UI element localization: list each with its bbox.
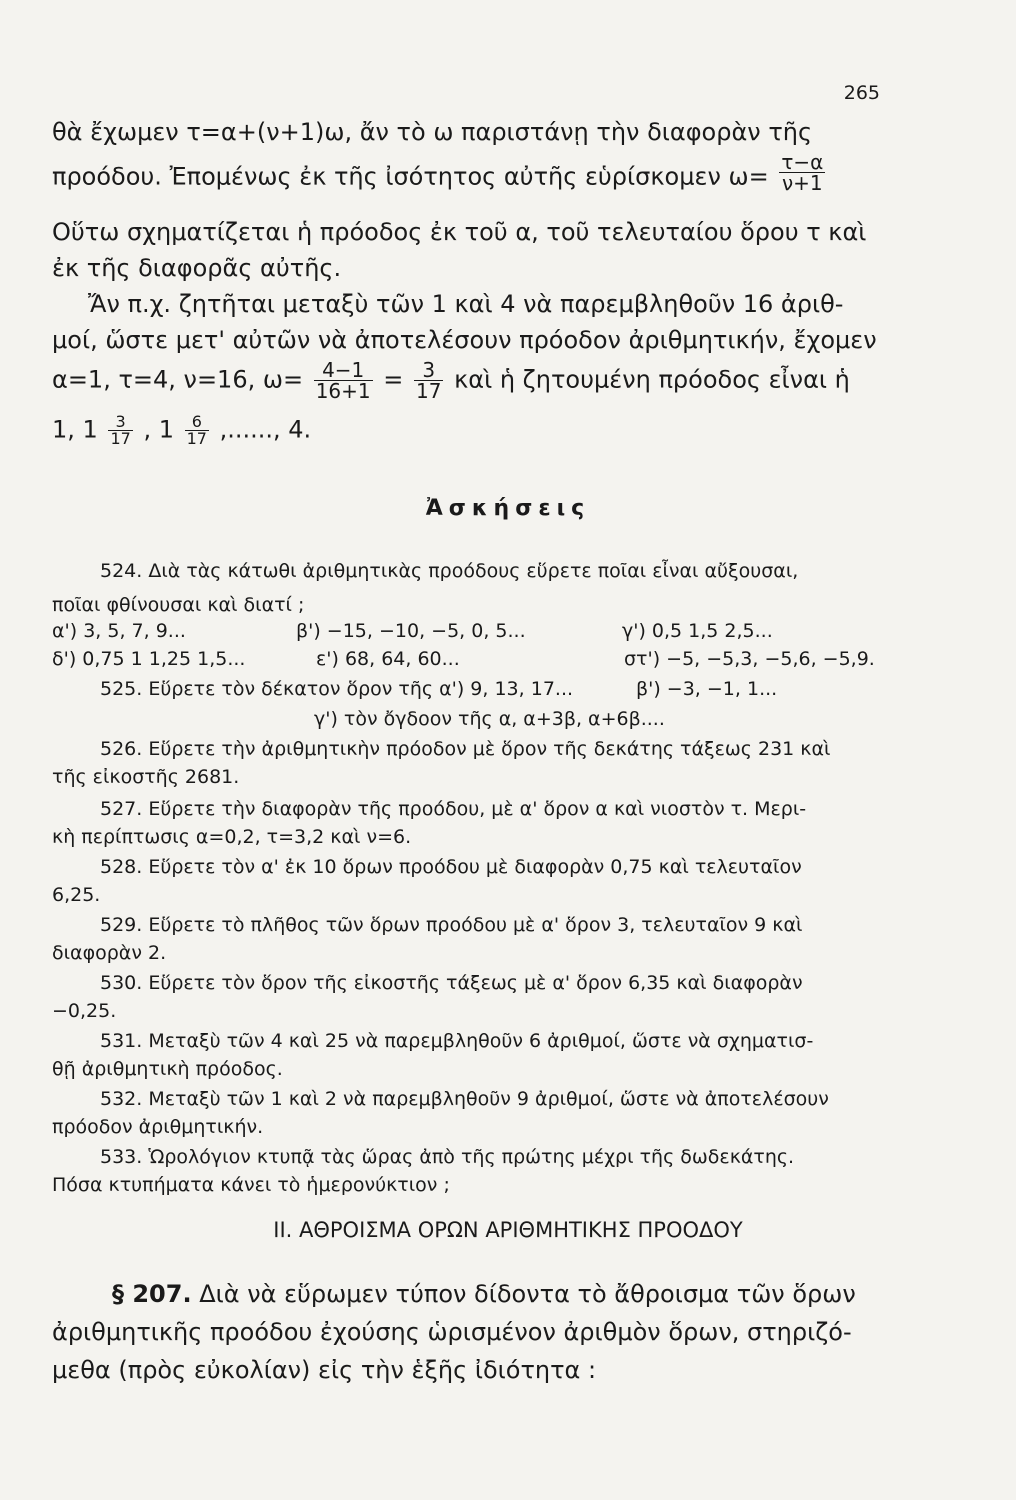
exercise-524-delta: δ') 0,75 1 1,25 1,5... <box>52 648 246 670</box>
fraction-numerator: 6 <box>185 414 209 431</box>
exercise-527-line-2: κὴ περίπτωσις α=0,2, τ=3,2 καὶ ν=6. <box>52 826 412 848</box>
intro-line-8-text-b: ,......, 4. <box>219 415 312 444</box>
section-207-line-2: ἀριθμητικῆς προόδου ἐχούσης ὡρισμένον ἀριθμὸν ὅρων, στηριζό- <box>52 1318 852 1346</box>
exercise-524-gamma: γ') 0,5 1,5 2,5... <box>622 620 773 642</box>
fraction-3-over-17-mixed <box>108 414 132 447</box>
exercise-528-line-2: 6,25. <box>52 884 101 906</box>
section-207-line-1 <box>112 1280 856 1308</box>
fraction-denominator: 17 <box>110 429 131 448</box>
exercises-heading: Ἀσκήσεις <box>425 496 591 521</box>
exercise-529-line-1: 529. Εὕρετε τὸ πλῆθος τῶν ὅρων προόδου μὲ α' ὅρον 3, τελευταῖον 9 καὶ <box>100 914 803 936</box>
section-207-text-1: Διὰ νὰ εὕρωμεν τύπον δίδοντα τὸ ἄθροισμα τῶν ὅρων <box>199 1280 856 1308</box>
exercise-530-line-1: 530. Εὕρετε τὸν ὅρον τῆς εἰκοστῆς τάξεως μὲ α' ὅρον 6,35 καὶ διαφορὰν <box>100 972 803 994</box>
exercise-533-line-1: 533. Ὡρολόγιον κτυπᾷ τὰς ὥρας ἀπὸ τῆς πρώτης μέχρι τῆς δωδεκάτης. <box>100 1146 795 1168</box>
section-number: § 207. <box>112 1280 192 1308</box>
fraction-denominator: 16+1 <box>315 379 371 403</box>
fraction-numerator: τ−α <box>781 150 824 174</box>
fraction-denominator: ν+1 <box>781 171 823 195</box>
intro-line-6: μοί, ὥστε μετ' αὐτῶν νὰ ἀποτελέσουν πρόοδον ἀριθμητικήν, ἔχομεν <box>52 326 877 354</box>
fraction-6-over-17-mixed <box>185 414 209 447</box>
exercise-524-line-1: 524. Διὰ τὰς κάτωθι ἀριθμητικὰς προόδους εὕρετε ποῖαι εἶναι αὔξουσαι, <box>100 560 799 582</box>
exercise-532-line-1: 532. Μεταξὺ τῶν 1 καὶ 2 νὰ παρεμβληθοῦν 9 ἀριθμοί, ὥστε νὰ ἀποτελέσουν <box>100 1088 829 1110</box>
fraction-denominator: 17 <box>186 429 207 448</box>
exercise-526-line-2: τῆς εἰκοστῆς 2681. <box>52 766 240 788</box>
exercise-525-line-1: 525. Εὕρετε τὸν δέκατον ὅρον τῆς α') 9, 13, 17... <box>100 678 574 700</box>
exercise-524-beta: β') −15, −10, −5, 0, 5... <box>296 620 526 642</box>
fraction-numerator: 3 <box>108 414 132 431</box>
exercise-528-line-1: 528. Εὕρετε τὸν α' ἐκ 10 ὅρων προόδου μὲ διαφορὰν 0,75 καὶ τελευταῖον <box>100 856 802 878</box>
intro-line-2 <box>52 150 828 195</box>
intro-line-1: θὰ ἔχωμεν τ=α+(ν+1)ω, ἄν τὸ ω παριστάνῃ τὴν διαφορὰν τῆς <box>52 118 813 146</box>
fraction-3-over-17 <box>414 360 443 401</box>
equals-sign: = <box>383 365 404 394</box>
intro-line-5: Ἄν π.χ. ζητῆται μεταξὺ τῶν 1 καὶ 4 νὰ παρεμβληθοῦν 16 ἀριθ- <box>88 290 844 318</box>
exercise-530-line-2: −0,25. <box>52 1000 117 1022</box>
fraction-numerator: 4−1 <box>314 360 373 381</box>
intro-line-3: Οὕτω σχηματίζεται ἡ πρόοδος ἐκ τοῦ α, τοῦ τελευταίου ὅρου τ καὶ <box>52 218 867 246</box>
exercise-524-epsilon: ε') 68, 64, 60... <box>316 648 460 670</box>
fraction-4-1-over-16-1 <box>314 360 373 401</box>
exercise-527-line-1: 527. Εὕρετε τὴν διαφορὰν τῆς προόδου, μὲ α' ὅρον α καὶ νιοστὸν τ. Μερι- <box>100 798 807 820</box>
exercise-524-line-2: ποῖαι φθίνουσαι καὶ διατί ; <box>52 594 305 616</box>
exercise-532-line-2: πρόοδον ἀριθμητικήν. <box>52 1116 264 1138</box>
fraction-omega <box>779 152 825 193</box>
exercise-531-line-2: θῇ ἀριθμητικὴ πρόοδος. <box>52 1058 283 1080</box>
section-207-line-3: μεθα (πρὸς εὐκολίαν) εἰς τὴν ἑξῆς ἰδιότητα : <box>52 1356 597 1384</box>
exercise-525-beta: β') −3, −1, 1... <box>636 678 778 700</box>
fraction-numerator: 3 <box>414 360 443 381</box>
exercise-533-line-2: Πόσα κτυπήματα κάνει τὸ ἡμερονύκτιον ; <box>52 1174 450 1196</box>
intro-line-8-text-a: 1, 1 <box>52 415 98 444</box>
section-title: ΙΙ. ΑΘΡΟΙΣΜΑ ΟΡΩΝ ΑΡΙΘΜΗΤΙΚΗΣ ΠΡΟΟΔΟΥ <box>273 1218 743 1242</box>
intro-line-2-text: προόδου. Ἐπομένως ἐκ τῆς ἰσότητος αὐτῆς εὑρίσκομεν ω= <box>52 162 769 191</box>
intro-line-7-text-b: καὶ ἡ ζητουμένη πρόοδος εἶναι ἡ <box>454 365 850 394</box>
exercise-524-alpha: α') 3, 5, 7, 9... <box>52 620 186 642</box>
exercise-531-line-1: 531. Μεταξὺ τῶν 4 καὶ 25 νὰ παρεμβληθοῦν 6 ἀριθμοί, ὥστε νὰ σχηματισ- <box>100 1030 814 1052</box>
intro-line-8-sep: , 1 <box>143 415 174 444</box>
intro-line-8 <box>52 414 311 447</box>
intro-line-7-text-a: α=1, τ=4, ν=16, ω= <box>52 365 304 394</box>
exercise-526-line-1: 526. Εὕρετε τὴν ἀριθμητικὴν πρόοδον μὲ ὅρον τῆς δεκάτης τάξεως 231 καὶ <box>100 738 831 760</box>
exercise-529-line-2: διαφορὰν 2. <box>52 942 167 964</box>
page-number: 265 <box>843 82 880 104</box>
intro-line-7 <box>52 360 850 401</box>
exercise-525-line-2: γ') τὸν ὄγδοον τῆς α, α+3β, α+6β.... <box>314 708 665 730</box>
intro-line-4: ἐκ τῆς διαφορᾶς αὐτῆς. <box>52 254 342 282</box>
fraction-denominator: 17 <box>416 379 442 403</box>
exercise-524-stigma: στ') −5, −5,3, −5,6, −5,9. <box>624 648 875 670</box>
